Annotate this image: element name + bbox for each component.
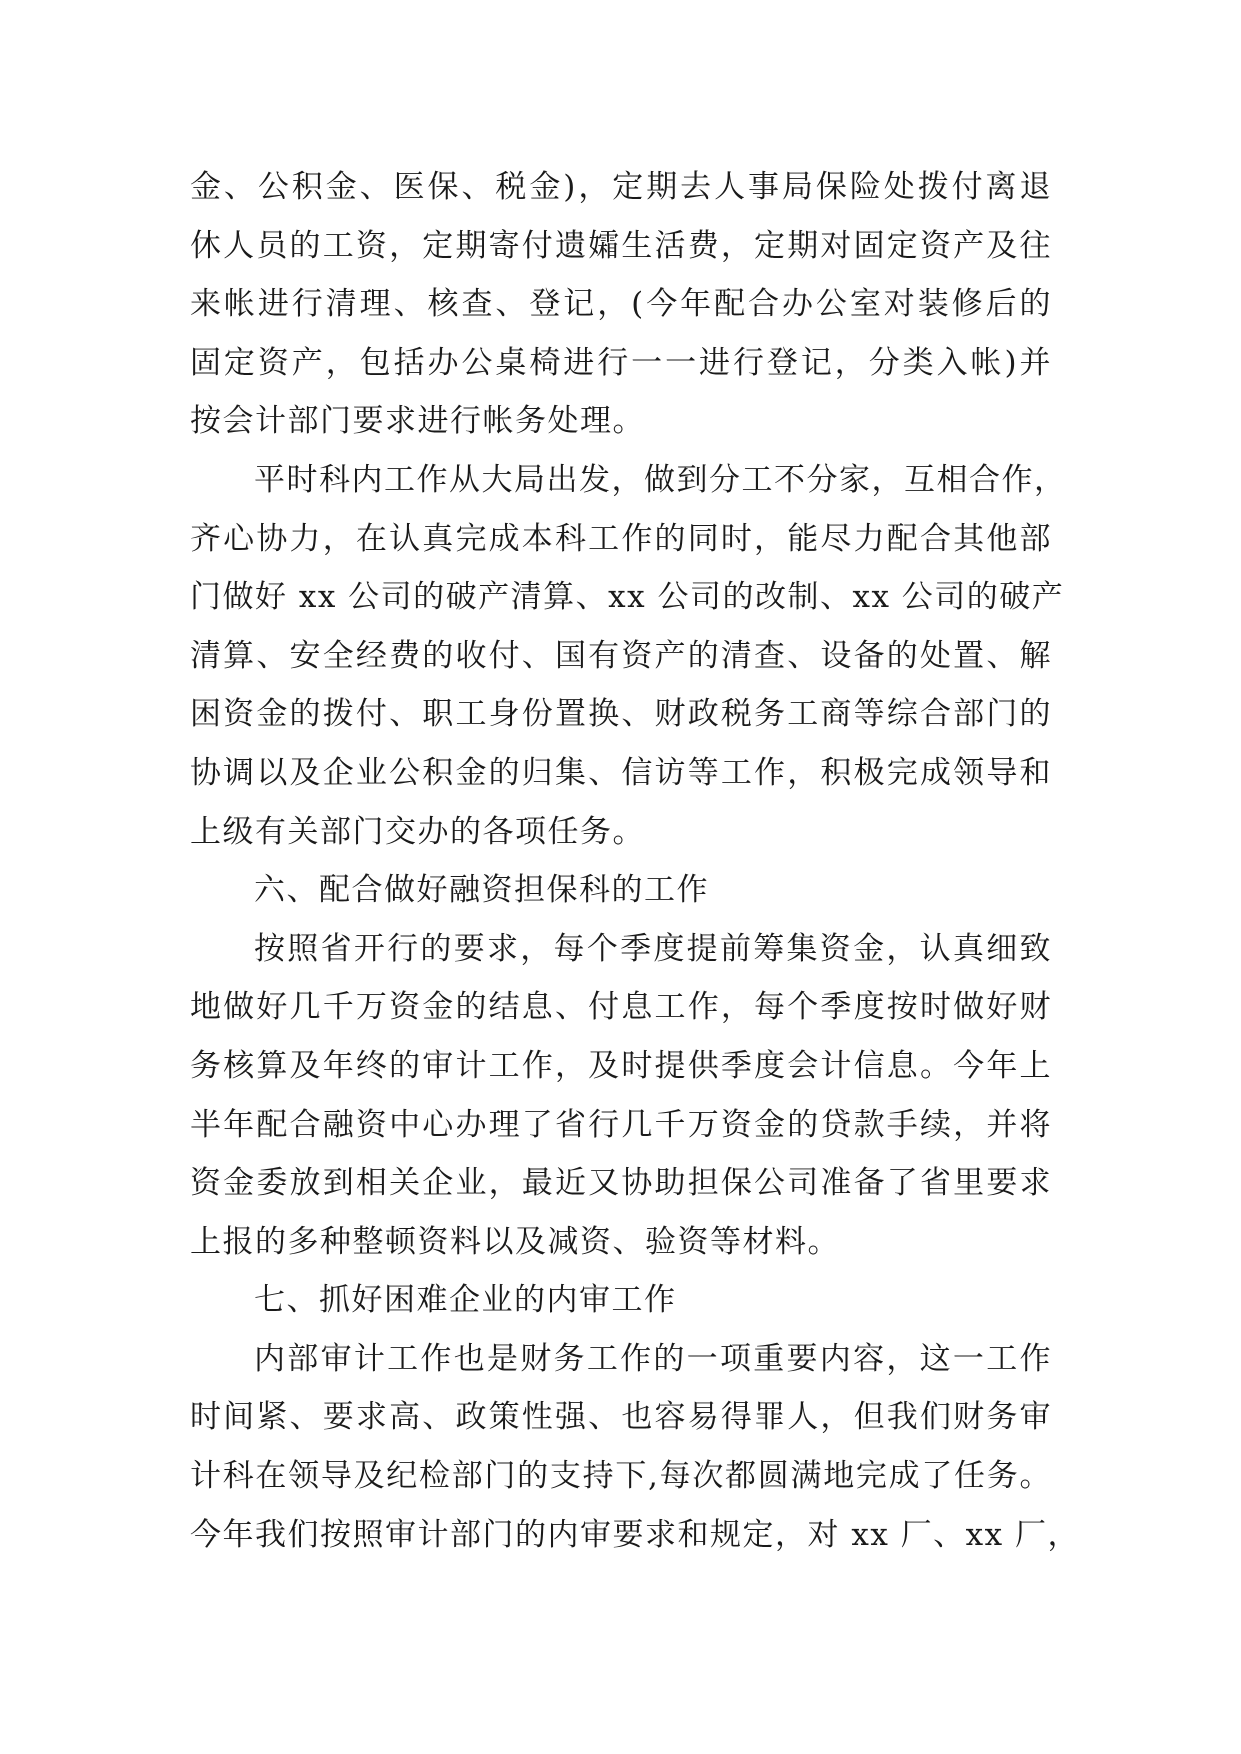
text-line: 休人员的工资，定期寄付遗孀生活费，定期对固定资产及往 <box>190 227 1052 264</box>
text-line: 平时科内工作从大局出发，做到分工不分家，互相合作， <box>254 461 1067 498</box>
text-line: 内部审计工作也是财务工作的一项重要内容，这一工作 <box>254 1340 1052 1377</box>
text-line: 协调以及企业公积金的归集、信访等工作，积极完成领导和 <box>190 754 1052 791</box>
text-line: 按照省开行的要求，每个季度提前筹集资金，认真细致 <box>254 930 1052 967</box>
heading-text: 六、配合做好融资担保科的工作 <box>254 872 709 909</box>
text-line: 务核算及年终的审计工作，及时提供季度会计信息。今年上 <box>190 1047 1052 1084</box>
text-line: 固定资产，包括办公桌椅进行一一进行登记，分类入帐)并 <box>190 344 1052 381</box>
text-line: 上报的多种整顿资料以及减资、验资等材料。 <box>190 1223 840 1260</box>
text-line: 半年配合融资中心办理了省行几千万资金的贷款手续，并将 <box>190 1106 1052 1143</box>
text-line: 上级有关部门交办的各项任务。 <box>190 813 645 850</box>
section-heading-7 <box>190 1271 1052 1330</box>
document-body <box>190 158 1080 1564</box>
paragraph-internal-audit <box>190 1330 1080 1564</box>
text-line: 地做好几千万资金的结息、付息工作，每个季度按时做好财 <box>190 989 1052 1026</box>
text-line: 困资金的拨付、职工身份置换、财政税务工商等综合部门的 <box>190 696 1052 733</box>
text-line: 齐心协力，在认真完成本科工作的同时，能尽力配合其他部 <box>190 520 1052 557</box>
text-line: 清算、安全经费的收付、国有资产的清查、设备的处置、解 <box>190 637 1052 674</box>
text-line: 资金委放到相关企业，最近又协助担保公司准备了省里要求 <box>190 1165 1052 1202</box>
text-line: 金、公积金、医保、税金)，定期去人事局保险处拨付离退 <box>190 169 1052 205</box>
heading-text: 七、抓好困难企业的内审工作 <box>254 1282 677 1319</box>
text-line: 计科在领导及纪检部门的支持下,每次都圆满地完成了任务。 <box>190 1458 1052 1495</box>
paragraph-cooperation <box>190 451 1067 861</box>
text-line: 门做好 xx 公司的破产清算、xx 公司的改制、xx 公司的破产 <box>190 579 1065 616</box>
text-line: 按会计部门要求进行帐务处理。 <box>190 403 645 440</box>
section-heading-6 <box>190 861 1052 920</box>
text-line: 今年我们按照审计部门的内审要求和规定，对 xx 厂、xx 厂， <box>190 1516 1080 1553</box>
paragraph-financing-guarantee <box>190 920 1052 1272</box>
text-line: 时间紧、要求高、政策性强、也容易得罪人，但我们财务审 <box>190 1399 1052 1436</box>
paragraph-payroll-and-assets <box>190 158 1052 451</box>
text-line: 来帐进行清理、核查、登记，(今年配合办公室对装修后的 <box>190 286 1052 323</box>
